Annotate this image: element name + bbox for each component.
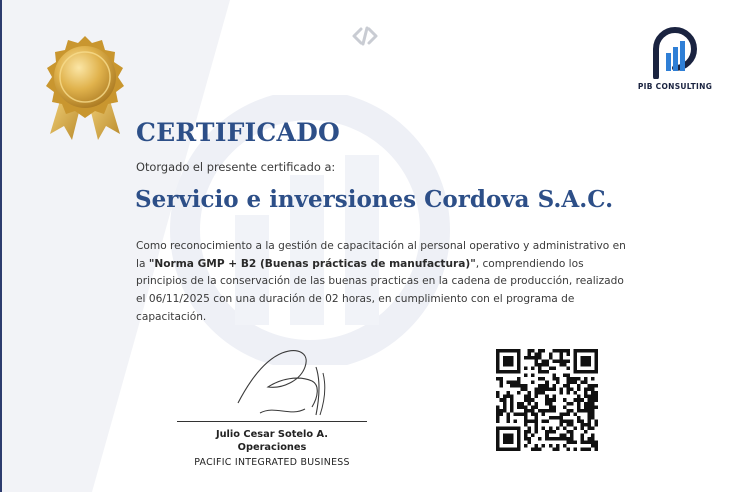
certificate-body (136, 238, 636, 327)
handwritten-signature (220, 345, 350, 425)
pib-logo (630, 25, 720, 100)
body-rest: , comprendiendo los principios de la conservación de las buenas practicas en la cadena de producción, realizado el 06/11/2025 con una duración de 02 horas, en cumplimiento con el programa de capacitación. (136, 257, 624, 323)
certificate-subtitle: Otorgado el presente certificado a: (136, 160, 336, 174)
pib-logo-icon (648, 25, 702, 79)
logo-text: PIB CONSULTING (637, 82, 713, 91)
qr-code-icon[interactable] (496, 349, 598, 451)
course-name: "Norma GMP + B2 (Buenas prácticas de manufactura)" (148, 257, 476, 270)
body-intro: Como reconocimiento a la gestión de capacitación al personal operativo y administrativo en la (136, 240, 626, 270)
gold-medal-icon (40, 34, 130, 142)
left-border-line (0, 0, 2, 492)
signatory-organization: PACIFIC INTEGRATED BUSINESS (194, 457, 350, 468)
code-brackets-icon (351, 26, 379, 46)
signatory-name: Julio Cesar Sotelo A. (215, 429, 329, 440)
signature-line (177, 421, 367, 422)
recipient-name: Servicio e inversiones Cordova S.A.C. (135, 186, 614, 213)
certificate-title: CERTIFICADO (136, 118, 340, 147)
signatory-role: Operaciones (237, 442, 307, 453)
